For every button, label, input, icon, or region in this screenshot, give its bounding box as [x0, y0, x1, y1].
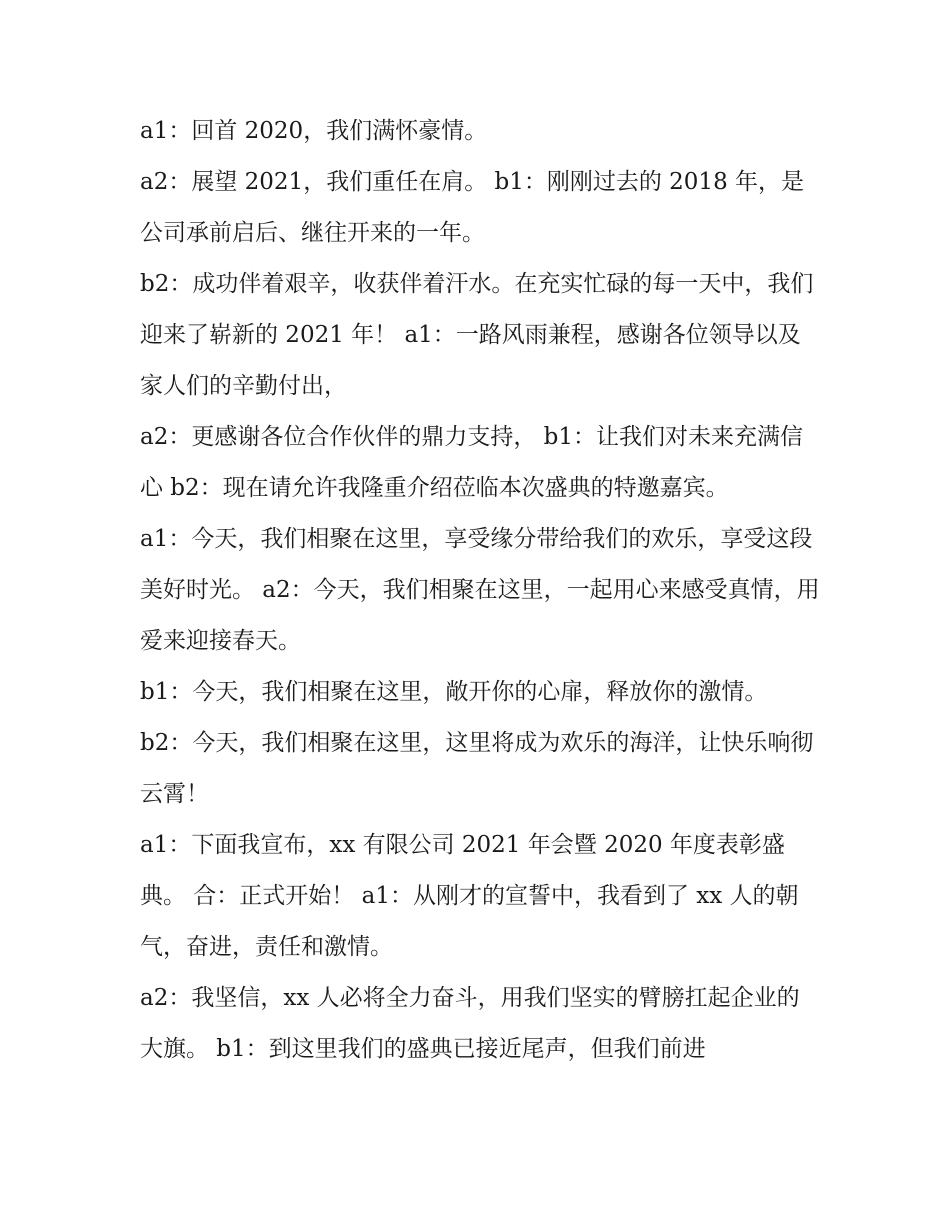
paragraph-7: b2：今天，我们相聚在这里，这里将成为欢乐的海洋，让快乐响彻云霄！: [140, 730, 814, 807]
paragraph-2: a2：展望 2021，我们重任在肩。 b1：刚刚过去的 2018 年，是公司承前启后、继往开来的一年。: [140, 169, 805, 246]
paragraph-9: a2：我坚信，xx 人必将全力奋斗，用我们坚实的臂膀扛起企业的大旗。 b1：到这里我们的盛典已接近尾声，但我们前进: [140, 985, 800, 1062]
paragraph-4: a2：更感谢各位合作伙伴的鼎力支持， b1：让我们对未来充满信心 b2：现在请允许我隆重介绍莅临本次盛典的特邀嘉宾。: [140, 424, 804, 501]
paragraph-5: a1：今天，我们相聚在这里，享受缘分带给我们的欢乐，享受这段美好时光。 a2：今天，我们相聚在这里，一起用心来感受真情，用爱来迎接春天。: [140, 526, 820, 654]
paragraph-8: a1：下面我宣布，xx 有限公司 2021 年会暨 2020 年度表彰盛典。 合：正式开始！ a1：从刚才的宣誓中，我看到了 xx 人的朝气，奋进，责任和激情。: [140, 832, 799, 960]
paragraph-1: a1：回首 2020，我们满怀豪情。: [140, 118, 488, 144]
document-body: [140, 106, 820, 1075]
paragraph-6: b1：今天，我们相聚在这里，敞开你的心扉，释放你的激情。: [140, 679, 768, 705]
paragraph-3: b2：成功伴着艰辛，收获伴着汗水。在充实忙碌的每一天中，我们迎来了崭新的 2021 年！ a1：一路风雨兼程，感谢各位领导以及家人们的辛勤付出，: [140, 271, 814, 399]
